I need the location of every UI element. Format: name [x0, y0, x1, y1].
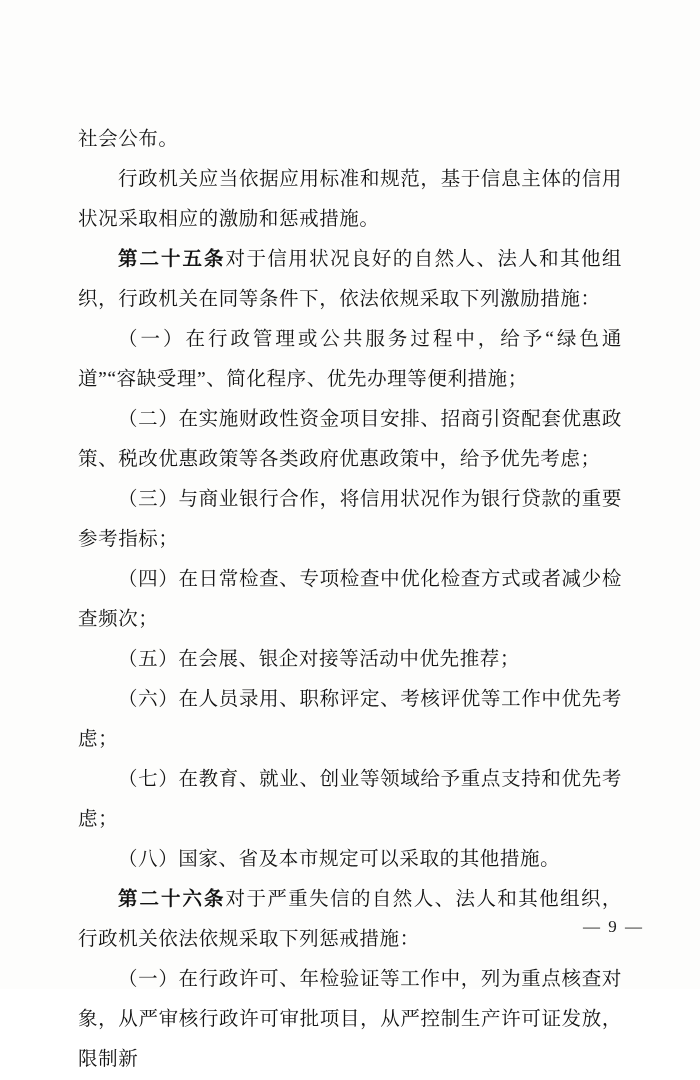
paragraph-incentive-general: 行政机关应当依据应用标准和规范，基于信息主体的信用状况采取相应的激励和惩戒措施。: [78, 169, 622, 230]
page-number: — 9 —: [583, 917, 644, 936]
article-25-text: 对于信用状况良好的自然人、法人和其他组织，行政机关在同等条件下，依法依规采取下列激励措施：: [78, 249, 622, 310]
article-25-label: 第二十五条: [118, 249, 226, 270]
paragraph-25-item-8: （八）国家、省及本市规定可以采取的其他措施。: [118, 849, 561, 870]
paragraph-25-item-6: （六）在人员录用、职称评定、考核评优等工作中优先考虑；: [78, 689, 622, 750]
paragraph-25-item-7: （七）在教育、就业、创业等领域给予重点支持和优先考虑；: [78, 769, 622, 830]
paragraph-25-item-2: （二）在实施财政性资金项目安排、招商引资配套优惠政策、税改优惠政策等各类政府优惠政策中，给予优先考虑；: [78, 409, 622, 470]
paragraph-continuation: 社会公布。: [78, 129, 179, 150]
paragraph-25-item-5: （五）在会展、银企对接等活动中优先推荐；: [118, 649, 521, 670]
paragraph-26-item-1: （一）在行政许可、年检验证等工作中，列为重点核查对象，从严审核行政许可审批项目，从严控制生产许可证发放，限制新: [78, 969, 622, 1070]
page-number-wrapper: [0, 917, 700, 937]
paragraph-25-item-3: （三）与商业银行合作，将信用状况作为银行贷款的重要参考指标；: [78, 489, 622, 550]
paragraph-25-item-4: （四）在日常检查、专项检查中优化检查方式或者减少检查频次；: [78, 569, 622, 630]
article-26-label: 第二十六条: [118, 889, 226, 910]
page-footer: [0, 917, 700, 937]
paragraph-article-25: [78, 240, 622, 320]
paragraph-25-item-1: （一）在行政管理或公共服务过程中，给予“绿色通道”“容缺受理”、简化程序、优先办理等便利措施；: [78, 329, 622, 390]
article-26-text: 对于严重失信的自然人、法人和其他组织，行政机关依法依规采取下列惩戒措施：: [78, 889, 622, 950]
